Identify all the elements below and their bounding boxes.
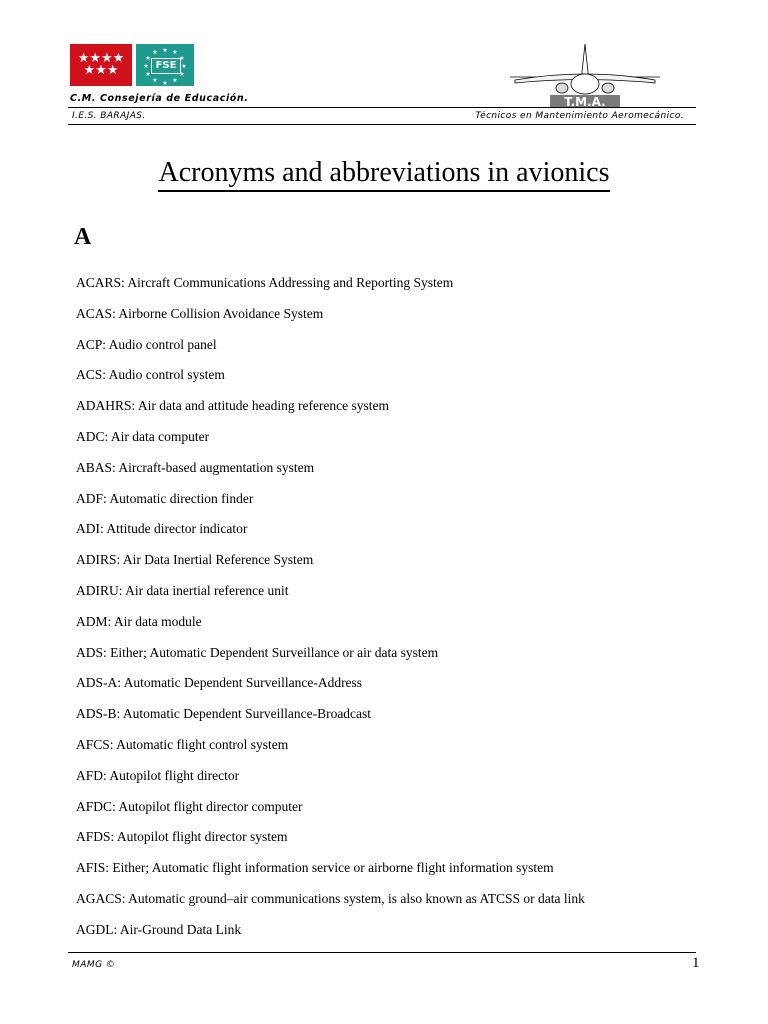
acronym-entry: ACARS: Aircraft Communications Addressing and Reporting System (76, 275, 454, 290)
header-divider-top (68, 107, 696, 108)
svg-text:★: ★ (145, 71, 151, 78)
acronym-entry: AGACS: Automatic ground–air communications system, is also known as ATCSS or data link (76, 890, 585, 906)
acronym-entry: AFDC: Autopilot flight director computer (76, 798, 303, 814)
header-school: I.E.S. BARAJAS. (72, 111, 146, 121)
svg-text:★: ★ (152, 77, 158, 84)
acronym-entry: ADI: Attitude director indicator (76, 521, 248, 537)
acronym-entry: ADIRU: Air data inertial reference unit (76, 582, 289, 598)
acronym-entry: ADM: Air data module (76, 613, 202, 629)
svg-text:★: ★ (179, 55, 185, 62)
fse-logo-label: FSE (151, 58, 181, 74)
acronym-entry: ADIRS: Air Data Inertial Reference System (76, 552, 314, 568)
acronym-entry: ADF: Automatic direction finder (76, 490, 254, 506)
svg-text:★: ★ (181, 63, 187, 70)
madrid-stars-top: ★★★★ (77, 51, 125, 66)
acronym-entry: AFIS: Either; Automatic flight information service or airborne flight information system (76, 860, 554, 876)
acronym-entry: ADS: Either; Automatic Dependent Surveillance or air data system (76, 644, 439, 660)
aircraft-logo-icon (510, 42, 660, 110)
page-title-text: Acronyms and abbreviations in avionics (158, 157, 609, 192)
svg-text:★: ★ (143, 63, 149, 70)
acronym-entry: ABAS: Aircraft-based augmentation system (76, 459, 315, 475)
header-institution: C.M. Consejería de Educación. (70, 93, 249, 104)
svg-text:★: ★ (162, 80, 168, 86)
header-course: Técnicos en Mantenimiento Aeromecánico. (475, 111, 684, 121)
acronym-entry: ADS-B: Automatic Dependent Surveillance-Broadcast (76, 706, 372, 722)
acronym-entry: AGDL: Air-Ground Data Link (76, 921, 242, 937)
acronym-entry: ACP: Audio control panel (76, 336, 217, 352)
svg-text:★: ★ (172, 77, 178, 84)
acronym-entry: ACAS: Airborne Collision Avoidance System (76, 305, 324, 321)
footer-author: MAMG © (72, 960, 116, 970)
acronym-entry: ADAHRS: Air data and attitude heading reference system (76, 398, 390, 414)
svg-text:★: ★ (152, 49, 158, 56)
fse-logo (136, 44, 194, 86)
acronym-entry: ACS: Audio control system (76, 367, 225, 383)
section-heading: A (74, 224, 92, 250)
svg-text:★: ★ (145, 55, 151, 62)
acronym-entry: ADS-A: Automatic Dependent Surveillance-Address (76, 675, 363, 691)
acronym-entry: AFD: Autopilot flight director (76, 767, 240, 783)
acronym-entry: AFDS: Autopilot flight director system (76, 829, 288, 845)
svg-text:★: ★ (172, 49, 178, 56)
acronym-entry: ADC: Air data computer (76, 428, 210, 444)
plane-logo-text: T.M.A. (564, 95, 606, 109)
svg-text:★: ★ (179, 71, 185, 78)
acronym-list (76, 275, 585, 953)
acronym-entry: AFCS: Automatic flight control system (76, 736, 289, 752)
madrid-flag-logo (70, 44, 132, 86)
page-title (0, 156, 768, 190)
svg-text:★: ★ (162, 47, 168, 54)
footer-divider (68, 952, 696, 953)
madrid-stars-bottom: ★★★ (83, 63, 119, 78)
page-number: 1 (692, 955, 700, 971)
header-divider-bottom (68, 124, 696, 125)
